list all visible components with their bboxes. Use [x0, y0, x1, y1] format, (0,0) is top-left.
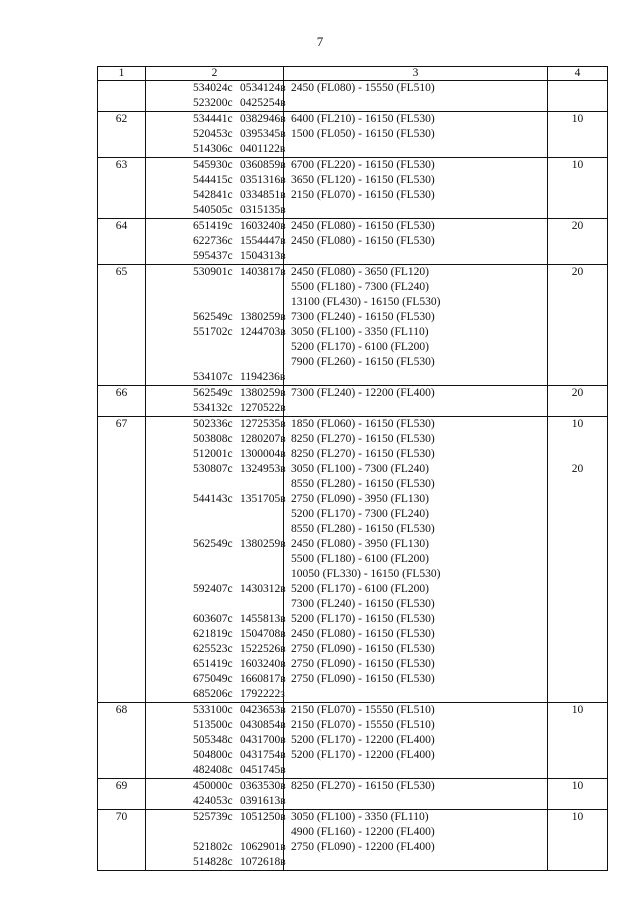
altitude-range: 2450 (FL080) - 16150 (FL530): [291, 628, 435, 640]
altitude-range: 2450 (FL080) - 16150 (FL530): [291, 235, 435, 247]
coordinate-line: [146, 127, 286, 142]
longitude: 1554447в: [240, 235, 286, 247]
row-number-cell: [98, 158, 146, 219]
altitude-range: 5500 (FL180) - 7300 (FL240): [291, 281, 429, 293]
coordinate-line: [146, 492, 286, 507]
coordinate-line: [146, 810, 286, 825]
value-cell: [548, 779, 608, 810]
coordinate-line: [146, 325, 286, 340]
latitude: 685206с: [193, 688, 233, 700]
table-row: [98, 158, 608, 219]
value: 20: [571, 220, 584, 232]
page-number: 7: [316, 34, 324, 49]
coordinate-line: [146, 779, 286, 794]
altitude-range: 4900 (FL160) - 12200 (FL400): [291, 826, 435, 838]
altitude-range: 5200 (FL170) - 12200 (FL400): [291, 749, 435, 761]
value-cell: [548, 112, 608, 158]
latitude: 651419с: [193, 220, 233, 232]
altitude-range: 6400 (FL210) - 16150 (FL530): [291, 113, 435, 125]
coordinate-line: [146, 687, 283, 702]
coordinate-line: [146, 432, 286, 447]
altitude-range: [284, 203, 547, 218]
altitude-range: [284, 96, 547, 111]
altitude-range: 7300 (FL240) - 16150 (FL530): [291, 598, 435, 610]
table-row: [98, 417, 608, 703]
longitude: 1272535в: [240, 418, 286, 430]
longitude: 1603240в: [240, 658, 286, 670]
latitude: 533100с: [193, 704, 233, 716]
latitude: 424053с: [193, 795, 233, 807]
longitude: 0360859в: [240, 159, 286, 171]
coordinate-line: [146, 234, 286, 249]
altitude-range: 2450 (FL080) - 3650 (FL120): [291, 266, 429, 278]
latitude: 505348с: [193, 734, 233, 746]
coordinates-cell: [146, 779, 284, 810]
latitude: 603607с: [193, 613, 233, 625]
latitude: 521802с: [193, 841, 233, 853]
value-cell: [548, 386, 608, 417]
latitude: 622736с: [193, 235, 233, 247]
coordinate-line: [146, 310, 286, 325]
altitude-range: 2750 (FL090) - 16150 (FL530): [291, 658, 435, 670]
coordinate-line: [146, 96, 286, 111]
coordinate-line: [146, 794, 286, 809]
latitude: 545930с: [193, 159, 233, 171]
longitude: 1455813в: [240, 613, 286, 625]
altitude-range-cell: [284, 810, 548, 871]
value-cell: [548, 265, 608, 386]
latitude: 534441с: [193, 113, 233, 125]
latitude: 503808с: [193, 433, 233, 445]
altitude-range-cell: [284, 779, 548, 810]
row-number-cell: [98, 810, 146, 871]
value: 10: [571, 704, 584, 716]
value-cell: [548, 158, 608, 219]
latitude: 544415с: [193, 174, 233, 186]
row-number: 66: [115, 387, 128, 399]
latitude: 534132с: [193, 402, 233, 414]
coordinate-line: [146, 537, 286, 552]
coordinate-line: [146, 597, 283, 612]
altitude-range: 8250 (FL270) - 16150 (FL530): [291, 780, 435, 792]
altitude-range: 3050 (FL100) - 7300 (FL240): [291, 463, 429, 475]
longitude: 1403817в: [240, 266, 286, 278]
latitude: 502336с: [193, 418, 233, 430]
latitude: 562549с: [193, 387, 233, 399]
longitude: 1504708в: [240, 628, 286, 640]
altitude-range: 7300 (FL240) - 12200 (FL400): [291, 387, 435, 399]
altitude-range-cell: [284, 158, 548, 219]
altitude-range: 7900 (FL260) - 16150 (FL530): [291, 356, 435, 368]
coordinate-line: [146, 733, 286, 748]
altitude-range: [284, 794, 547, 809]
altitude-range: [284, 855, 547, 870]
altitude-range: 5200 (FL170) - 6100 (FL200): [291, 341, 429, 353]
altitude-range: 3050 (FL100) - 3350 (FL110): [291, 326, 429, 338]
row-number-cell: [98, 265, 146, 386]
coordinate-line: [146, 158, 286, 173]
longitude: 1660817в: [240, 673, 286, 685]
latitude: 512001с: [193, 448, 233, 460]
altitude-range: 10050 (FL330) - 16150 (FL530): [291, 568, 441, 580]
longitude: 0401122в: [240, 143, 286, 155]
latitude: 520453с: [193, 128, 233, 140]
value: 10: [571, 418, 584, 430]
row-number: 64: [115, 220, 128, 232]
longitude: 0351316в: [240, 174, 286, 186]
longitude: 0334851в: [240, 189, 286, 201]
altitude-range-cell: [284, 265, 548, 386]
altitude-range-cell: [284, 386, 548, 417]
latitude: 562549с: [193, 538, 233, 550]
coordinates-cell: [146, 265, 284, 386]
longitude: 0315135в: [240, 204, 286, 216]
coordinate-line: [146, 477, 283, 492]
altitude-range: 7300 (FL240) - 16150 (FL530): [291, 311, 435, 323]
table-row: [98, 386, 608, 417]
table-row: [98, 703, 608, 779]
coordinate-line: [146, 386, 286, 401]
altitude-range: 5200 (FL170) - 7300 (FL240): [291, 508, 429, 520]
coordinates-cell: [146, 112, 284, 158]
altitude-range: [284, 249, 547, 264]
altitude-range: 6700 (FL220) - 16150 (FL530): [291, 159, 435, 171]
altitude-range: 2450 (FL080) - 15550 (FL510): [291, 82, 435, 94]
altitude-range: 5500 (FL180) - 6100 (FL200): [291, 553, 429, 565]
column-header: 2: [146, 67, 284, 81]
column-header: 4: [548, 67, 608, 81]
coordinate-line: [146, 417, 286, 432]
coordinate-line: [146, 672, 286, 687]
coordinate-line: [146, 370, 286, 385]
coordinate-line: [146, 401, 286, 416]
coordinate-line: [146, 340, 283, 355]
longitude: 0391613в: [240, 795, 286, 807]
row-number: 65: [115, 266, 128, 278]
value-cell: [548, 219, 608, 265]
longitude: 0430854в: [240, 719, 286, 731]
latitude: 651419с: [193, 658, 233, 670]
coordinates-cell: [146, 158, 284, 219]
longitude: 0534124в: [240, 82, 286, 94]
coordinate-line: [146, 642, 286, 657]
latitude: 534107с: [193, 371, 233, 383]
coordinates-cell: [146, 417, 284, 703]
table-row: [98, 779, 608, 810]
coordinate-line: [146, 552, 283, 567]
longitude: 0363530в: [240, 780, 286, 792]
altitude-range: 3050 (FL100) - 3350 (FL110): [291, 811, 429, 823]
coordinates-cell: [146, 810, 284, 871]
altitude-range-cell: [284, 417, 548, 703]
coordinate-line: [146, 173, 286, 188]
latitude: 513500с: [193, 719, 233, 731]
altitude-range-cell: [284, 81, 548, 112]
altitude-range: 2150 (FL070) - 15550 (FL510): [291, 719, 435, 731]
latitude: 621819с: [193, 628, 233, 640]
altitude-range: 8550 (FL280) - 16150 (FL530): [291, 523, 435, 535]
altitude-range: 5200 (FL170) - 12200 (FL400): [291, 734, 435, 746]
altitude-range: [284, 370, 547, 385]
longitude: 1051250в: [240, 811, 286, 823]
altitude-range: 2750 (FL090) - 12200 (FL400): [291, 841, 435, 853]
latitude: 482408с: [193, 764, 233, 776]
longitude: 0451745в: [240, 764, 286, 776]
row-number-cell: [98, 219, 146, 265]
table-row: [98, 112, 608, 158]
column-header: 1: [98, 67, 146, 81]
coordinate-line: [146, 142, 286, 157]
row-number: 62: [115, 113, 128, 125]
latitude: 523200с: [193, 97, 233, 109]
altitude-range-cell: [284, 112, 548, 158]
latitude: 542841с: [193, 189, 233, 201]
altitude-range: [284, 687, 547, 702]
longitude: 1522526в: [240, 643, 286, 655]
longitude: 1194236в: [240, 371, 286, 383]
row-number-cell: [98, 417, 146, 703]
altitude-range: 1500 (FL050) - 16150 (FL530): [291, 128, 435, 140]
longitude: 1380259в: [240, 311, 286, 323]
coordinate-line: [146, 81, 286, 96]
latitude: 514828с: [193, 856, 233, 868]
coordinates-cell: [146, 386, 284, 417]
row-number: 67: [115, 418, 128, 430]
coordinate-line: [146, 627, 286, 642]
longitude: 1324953в: [240, 463, 286, 475]
coordinate-line: [146, 703, 286, 718]
coordinate-line: [146, 280, 283, 295]
value-cell: [548, 81, 608, 112]
value: [548, 447, 607, 462]
latitude: 544143с: [193, 493, 233, 505]
coordinate-line: [146, 295, 283, 310]
coordinate-line: [146, 203, 286, 218]
latitude: 530807с: [193, 463, 233, 475]
latitude: 675049с: [193, 673, 233, 685]
value: [548, 432, 607, 447]
row-number-cell: [98, 779, 146, 810]
value-cell: [548, 703, 608, 779]
row-number: 68: [115, 704, 128, 716]
coordinate-line: [146, 567, 283, 582]
altitude-range: 8250 (FL270) - 16150 (FL530): [291, 448, 435, 460]
longitude: 0382946в: [240, 113, 286, 125]
coordinate-line: [146, 855, 286, 870]
coordinate-line: [146, 748, 286, 763]
table-row: [98, 81, 608, 112]
latitude: 450000с: [193, 780, 233, 792]
airspace-table: [97, 66, 608, 871]
coordinates-cell: [146, 219, 284, 265]
altitude-range: 2150 (FL070) - 15550 (FL510): [291, 704, 435, 716]
coordinate-line: [146, 825, 283, 840]
row-number: 70: [115, 811, 128, 823]
longitude: 1072618в: [240, 856, 286, 868]
longitude: 1603240в: [240, 220, 286, 232]
latitude: 530901с: [193, 266, 233, 278]
coordinate-line: [146, 355, 283, 370]
latitude: 595437с: [193, 250, 233, 262]
longitude: 1430312в: [240, 583, 286, 595]
value: 10: [571, 113, 584, 125]
value: 20: [571, 266, 584, 278]
coordinate-line: [146, 522, 283, 537]
altitude-range: [284, 763, 547, 778]
table-row: [98, 810, 608, 871]
row-number-cell: [98, 703, 146, 779]
coordinate-line: [146, 763, 286, 778]
table-row: [98, 219, 608, 265]
altitude-range: 2750 (FL090) - 3950 (FL130): [291, 493, 429, 505]
altitude-range: 1850 (FL060) - 16150 (FL530): [291, 418, 435, 430]
longitude: 1380259в: [240, 387, 286, 399]
longitude: 0395345в: [240, 128, 286, 140]
value: [548, 81, 607, 96]
row-number-cell: [98, 112, 146, 158]
longitude: 1280207в: [240, 433, 286, 445]
altitude-range: [284, 401, 547, 416]
coordinate-line: [146, 840, 286, 855]
value-cell: [548, 417, 608, 703]
latitude: 625523с: [193, 643, 233, 655]
altitude-range: 13100 (FL430) - 16150 (FL530): [291, 296, 441, 308]
altitude-range: 8250 (FL270) - 16150 (FL530): [291, 433, 435, 445]
altitude-range-cell: [284, 219, 548, 265]
header-row: [98, 67, 608, 81]
coordinate-line: [146, 462, 286, 477]
coordinate-line: [146, 265, 286, 280]
altitude-range: 2750 (FL090) - 16150 (FL530): [291, 643, 435, 655]
coordinates-cell: [146, 81, 284, 112]
latitude: 551702с: [193, 326, 233, 338]
altitude-range: 2450 (FL080) - 3950 (FL130): [291, 538, 429, 550]
altitude-range-cell: [284, 703, 548, 779]
coordinate-line: [146, 718, 286, 733]
altitude-range: 5200 (FL170) - 6100 (FL200): [291, 583, 429, 595]
longitude: 1792222з: [240, 688, 285, 700]
row-number-cell: [98, 81, 146, 112]
longitude: 1380259в: [240, 538, 286, 550]
altitude-range: 2150 (FL070) - 16150 (FL530): [291, 189, 435, 201]
longitude: 0425254в: [240, 97, 286, 109]
longitude: 1504313в: [240, 250, 286, 262]
coordinates-cell: [146, 703, 284, 779]
longitude: 1270522в: [240, 402, 286, 414]
value: 20: [571, 387, 584, 399]
longitude: 0431700в: [240, 734, 286, 746]
value: 20: [571, 463, 584, 475]
row-number-cell: [98, 386, 146, 417]
longitude: 0423653в: [240, 704, 286, 716]
longitude: 1300004в: [240, 448, 286, 460]
altitude-range: 2750 (FL090) - 16150 (FL530): [291, 673, 435, 685]
altitude-range: 2450 (FL080) - 16150 (FL530): [291, 220, 435, 232]
altitude-range: [284, 142, 547, 157]
longitude: 1062901в: [240, 841, 286, 853]
coordinate-line: [146, 612, 286, 627]
longitude: 1244703в: [240, 326, 286, 338]
longitude: 1351705в: [240, 493, 286, 505]
coordinate-line: [146, 249, 286, 264]
latitude: 592407с: [193, 583, 233, 595]
latitude: 562549с: [193, 311, 233, 323]
table-body: [98, 67, 608, 871]
longitude: 0431754в: [240, 749, 286, 761]
value: 10: [571, 780, 584, 792]
coordinate-line: [146, 507, 283, 522]
latitude: 534024с: [193, 82, 233, 94]
coordinate-line: [146, 112, 286, 127]
coordinate-line: [146, 447, 286, 462]
coordinate-line: [146, 219, 286, 234]
value: 10: [571, 811, 584, 823]
latitude: 540505с: [193, 204, 233, 216]
altitude-range: 3650 (FL120) - 16150 (FL530): [291, 174, 435, 186]
latitude: 525739с: [193, 811, 233, 823]
row-number: 63: [115, 159, 128, 171]
value-cell: [548, 810, 608, 871]
value: 10: [571, 159, 584, 171]
latitude: 504800с: [193, 749, 233, 761]
row-number: 69: [115, 780, 128, 792]
altitude-range: 5200 (FL170) - 16150 (FL530): [291, 613, 435, 625]
altitude-range: 8550 (FL280) - 16150 (FL530): [291, 478, 435, 490]
latitude: 514306с: [193, 143, 233, 155]
coordinate-line: [146, 188, 286, 203]
column-header: 3: [284, 67, 548, 81]
coordinate-line: [146, 582, 286, 597]
coordinate-line: [146, 657, 286, 672]
table-row: [98, 265, 608, 386]
